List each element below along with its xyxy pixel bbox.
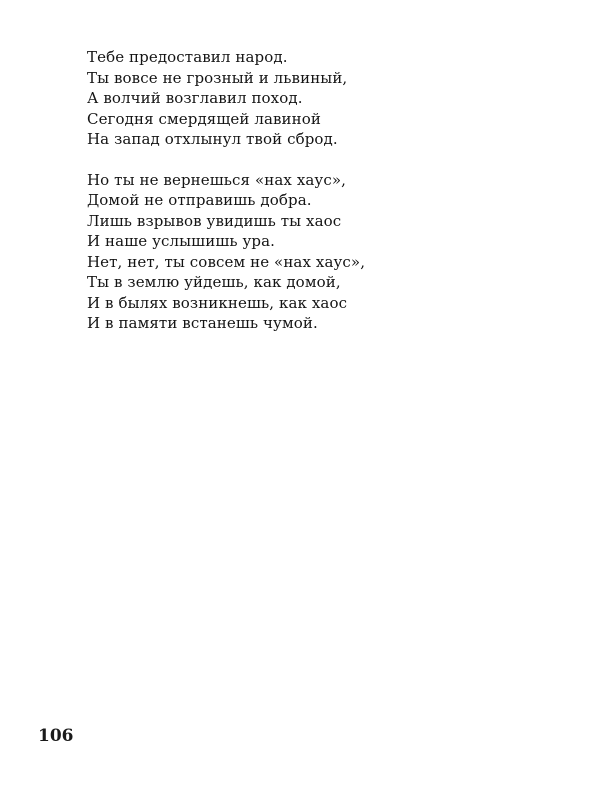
poem-line: Нет, нет, ты совсем не «нах хаус», — [87, 252, 366, 271]
poem-line: Сегодня смердящей лавиной — [87, 109, 321, 128]
stanza-1 — [87, 47, 547, 150]
poem-line: И наше услышишь ура. — [87, 232, 276, 250]
poem-line: И в памяти встанешь чумой. — [87, 314, 318, 332]
poem-line: А волчий возглавил поход. — [87, 89, 303, 107]
poem-line: Лишь взрывов увидишь ты хаос — [87, 211, 342, 230]
stanza-2 — [87, 170, 547, 334]
poem-line: И в былях возникнешь, как хаос — [87, 293, 348, 312]
poem-line: Тебе предоставил народ. — [87, 48, 288, 66]
poem-line: На запад отхлынул твой сброд. — [87, 130, 338, 148]
poem-line: Но ты не вернешься «нах хаус», — [87, 170, 346, 189]
page-number: 106 — [38, 726, 74, 746]
poem-line: Ты в землю уйдешь, как домой, — [87, 273, 341, 291]
poem-line: Домой не отправишь добра. — [87, 191, 312, 209]
poem-line: Ты вовсе не грозный и львиный, — [87, 68, 348, 87]
poem-text — [87, 47, 547, 334]
